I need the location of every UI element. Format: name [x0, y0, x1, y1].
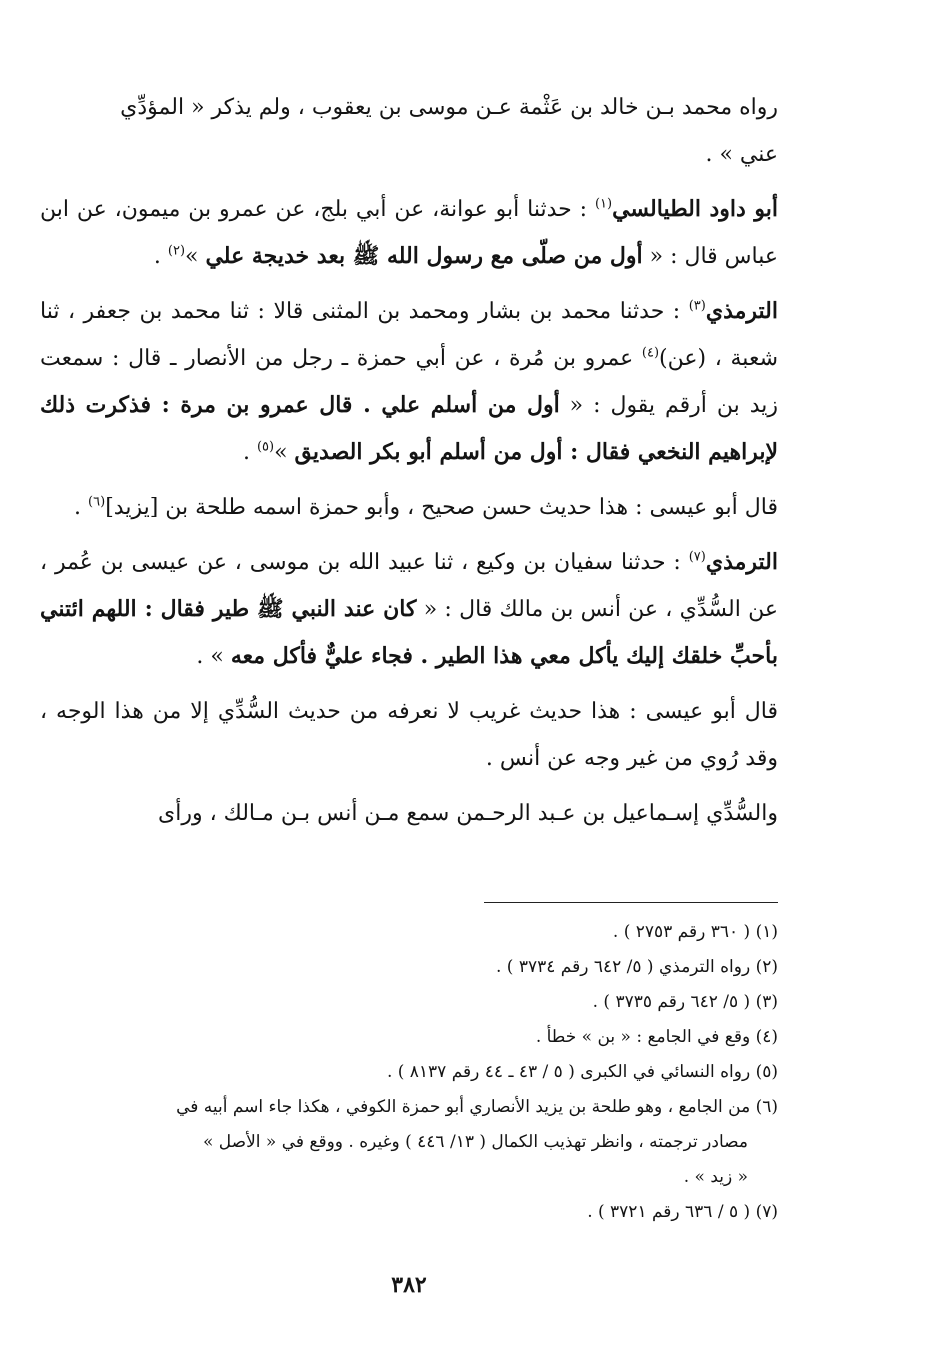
paragraph-text: قال أبو عيسى : هذا حديث حسن صحيح ، وأبو حمزة اسمه طلحة بن [يزيد] — [105, 495, 778, 520]
note-ref: (٦) — [88, 494, 106, 510]
source-name: أبو داود الطيالسي — [612, 196, 778, 222]
paragraph-text: : حدثنا محمد بن بشار ومحمد بن المثنى قالا : ثنا محمد بن جعفر ، ثنا شعبة ، (عن) — [40, 299, 778, 371]
footnote-divider — [484, 902, 778, 903]
main-text — [40, 84, 778, 845]
note-ref: (١) — [594, 196, 613, 212]
paragraph-6 — [40, 688, 778, 782]
paragraph-tail: . — [153, 244, 168, 269]
paragraph-7 — [40, 790, 778, 837]
footnotes — [40, 915, 778, 1230]
paragraph-text: : حدثنا أبو عوانة، عن أبي بلج، عن عمرو بن ميمون، عن ابن عباس قال : « — [40, 197, 778, 269]
source-name: الترمذي — [705, 549, 778, 575]
note-ref: (٥) — [256, 439, 275, 455]
note-ref: (٧) — [688, 549, 706, 565]
paragraph-3 — [40, 288, 778, 476]
note-ref: (٢) — [167, 243, 186, 259]
quote-close: » . — [196, 644, 231, 669]
paragraph-1-line-2: عني » . — [705, 142, 778, 167]
footnote-5: (٥) رواه النسائي في الكبرى ( ٥ / ٤٣ ـ ٤٤ رقم ٨١٣٧ ) . — [386, 1062, 778, 1082]
paragraph-text-2: عمرو بن مُرة ، عن أبي حمزة ـ رجل من الأنصار ـ قال : سمعت زيد بن أرقم يقول : « — [40, 346, 778, 418]
hadith-text: أول من أسلم علي . قال عمرو بن مرة : فذكرت ذلك لإبراهيم النخعي فقال : أول من أسلم أبو بكر الصديق — [40, 392, 778, 465]
footnote-3: (٣) ( ٥/ ٦٤٢ رقم ٣٧٣٥ ) . — [592, 992, 778, 1012]
footnote-6-line-2: مصادر ترجمته ، وانظر تهذيب الكمال ( ١٣/ ٤٤٦ ) وغيره . ووقع في « الأصل » — [202, 1132, 748, 1152]
hadith-text: كان عند النبي ﷺ طير فقال : اللهم ائتني بأحبِّ خلقك إليك يأكل معي هذا الطير . فجاء عليٌّ فأكل معه — [40, 596, 778, 669]
quote-close: » — [185, 244, 206, 269]
hadith-text: أول من صلّى مع رسول الله ﷺ بعد خديجة علي — [205, 243, 643, 269]
footnote-4: (٤) وقع في الجامع : « بن » خطأ . — [535, 1027, 778, 1047]
footnote-2: (٢) رواه الترمذي ( ٥/ ٦٤٢ رقم ٣٧٣٤ ) . — [496, 957, 778, 977]
footnote-6: (٦) من الجامع ، وهو طلحة بن يزيد الأنصاري أبو حمزة الكوفي ، هكذا جاء اسم أبيه في — [176, 1097, 778, 1117]
quote-close: » — [274, 440, 295, 465]
paragraph-tail: . — [74, 495, 89, 520]
footnote-1: (١) ( ٣٦٠ رقم ٢٧٥٣ ) . — [612, 922, 778, 942]
paragraph-text: : حدثنا سفيان بن وكيع ، ثنا عبيد الله بن موسى ، عن عيسى بن عُمر ، عن السُّدِّي ، عن أنس بن مالك قال : « — [40, 550, 778, 622]
page-number: ٣٨٢ — [391, 1272, 427, 1298]
note-ref: (٤) — [641, 345, 660, 361]
footnote-6-line-3: « زيد » . — [683, 1167, 748, 1187]
paragraph-5 — [40, 539, 778, 680]
footnote-7: (٧) ( ٥ / ٦٣٦ رقم ٣٧٢١ ) . — [587, 1202, 778, 1222]
note-ref: (٣) — [688, 298, 706, 314]
source-name: الترمذي — [705, 298, 778, 324]
paragraph-2 — [40, 186, 778, 280]
paragraph-text: قال أبو عيسى : هذا حديث غريب لا نعرفه من حديث السُّدِّي إلا من هذا الوجه ، وقد رُوي من غير وجه عن أنس . — [40, 699, 778, 771]
paragraph-1 — [40, 84, 778, 178]
paragraph-1-line-1: رواه محمد بـن خالد بن عَثْمة عـن موسى بن يعقوب ، ولم يذكر « المؤدِّي — [120, 95, 778, 120]
paragraph-text: والسُّدِّي إسـماعيل بن عـبد الرحـمن سمع مـن أنس بـن مـالك ، ورأى — [158, 801, 778, 826]
paragraph-4 — [40, 484, 778, 531]
paragraph-tail: . — [242, 440, 257, 465]
